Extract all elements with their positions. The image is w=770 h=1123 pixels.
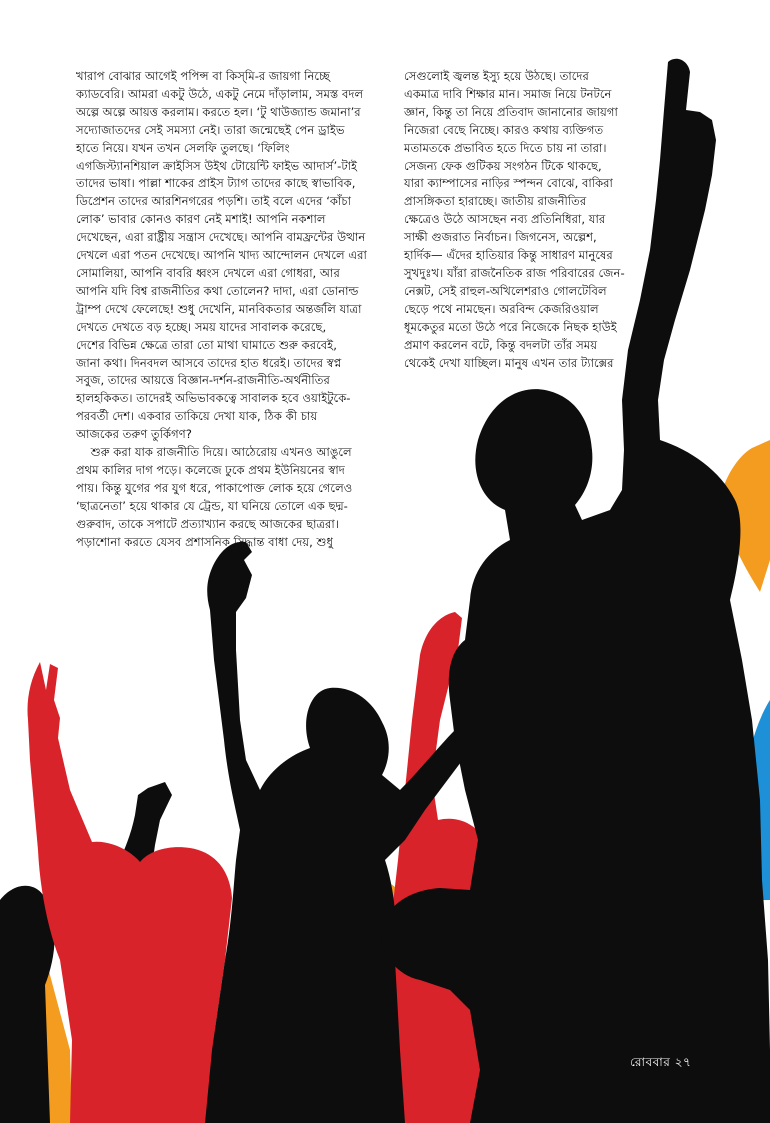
text-line: মতামতকে প্রভাবিত হতে দিতে চায় না তারা। xyxy=(404,140,607,155)
text-line: হাতে নিয়ে। যখন তখন সেলফি তুলছে। ‘ফিলিং xyxy=(76,140,290,155)
text-line: সুখদুঃখ। যাঁরা রাজনৈতিক রাজ পরিবারের জেন- xyxy=(404,265,625,280)
page-folio: রোববার ২৭ xyxy=(630,1055,692,1069)
text-line: যারা ক্যাম্পাসের নাড়ির স্পন্দন বোঝে, বাকিরা xyxy=(404,176,613,191)
text-line: লোক’ ভাবার কোনও কারণ নেই মশাই! আপনি নকশাল xyxy=(76,212,326,227)
text-line: হার্দিক— এঁদের হাতিয়ার কিন্তু সাধারণ মানুষের xyxy=(404,248,613,263)
text-line: প্রমাণ করলেন বটে, কিন্তু বদলটা তাঁর সময় xyxy=(404,337,598,352)
text-line: গুরুবাদ, তাকে সপাটে প্রত্যাখ্যান করছে আজকের ছাত্ররা। xyxy=(76,516,339,531)
text-line: প্রথম কালির দাগ পড়ে। কলেজে ঢুকে প্রথম ইউনিয়নের স্বাদ xyxy=(76,462,345,477)
text-line: জ্ঞান, কিন্তু তা নিয়ে প্রতিবাদ জানানোর জায়গা xyxy=(404,104,618,119)
text-line: জানা কথা। দিনবদল আসবে তাদের হাত ধরেই। তাদের স্বপ্ন xyxy=(76,355,342,370)
text-line: পড়াশোনা করতে যেসব প্রশাসনিক সিদ্ধান্ত বাধা দেয়, শুধু xyxy=(76,534,333,549)
text-line: ট্রাম্প দেখে ফেলেছে! শুধু দেখেনি, মানবিকতার অন্তর্জলি যাত্রা xyxy=(76,301,362,316)
text-line: সোমালিয়া, আপনি বাবরি ধ্বংস দেখলে এরা গোধরা, আর xyxy=(76,265,340,280)
text-line: পরবর্তী দেশ। একবার তাকিয়ে দেখা যাক, ঠিক কী চায় xyxy=(76,409,318,424)
text-line: ‘ছাত্রনেতা’ হয়ে থাকার যে ট্রেন্ড, যা ঘনিয়ে তোলে এক ছদ্ম- xyxy=(76,498,348,513)
text-line: দেখেছেন, এরা রাষ্ট্রীয় সন্ত্রাস দেখেছে। আপনি বামফ্রন্টের উত্থান xyxy=(76,230,366,245)
text-line: ধূমকেতুর মতো উঠে পরে নিজেকে নিছক হাউই xyxy=(404,319,617,334)
text-line: এগজিস্ট্যানশিয়াল ক্রাইসিস উইথ টোয়েন্টি ফাইভ আদার্স’-টাই xyxy=(76,158,358,173)
article-right-column xyxy=(404,68,650,372)
text-line: নিজেরা বেছে নিচ্ছে। কারও কথায় ব্যক্তিগত xyxy=(404,122,604,137)
text-line: খারাপ বোঝার আগেই পপিন্স বা কিস্‌মি-র জায়গা নিচ্ছে xyxy=(76,69,331,83)
text-line: শুরু করা যাক রাজনীতি দিয়ে। আঠেরোয় এখনও আঙুলে xyxy=(76,445,352,460)
text-line: সেগুলোই জ্বলন্ত ইস্যু হয়ে উঠছে। তাদের xyxy=(404,69,589,83)
text-line: ছেড়ে পথে নামছেন। অরবিন্দ কেজরিওয়াল xyxy=(404,301,599,316)
text-line: পায়। কিন্তু যুগের পর যুগ ধরে, পাকাপোক্ত লোক হয়ে গেলেও xyxy=(76,480,353,495)
text-line: হালহকিকত। তাদেরই অভিভাবকত্বে সাবালক হবে ওয়াইটুকে- xyxy=(76,391,351,406)
text-line: অল্পে অল্পে আয়ত্ত করলাম। করতে হল। ‘টু থাউজ্যান্ড জমানা’র xyxy=(76,104,361,119)
text-line: দেখলে এরা পতন দেখেছে। আপনি খাদ্য আন্দোলন দেখলে এরা xyxy=(76,248,367,263)
text-line: দেশের বিভিন্ন ক্ষেত্রে তারা তো মাথা ঘামাতে শুরু করবেই, xyxy=(76,337,337,352)
text-line: ক্ষেত্রেও উঠে আসছেন নব্য প্রতিনিধিরা, যার xyxy=(404,212,606,227)
text-line: সেজন্য ফেক গুটিকয় সংগঠন টিকে থাকছে, xyxy=(404,158,602,173)
text-line: সদ্যোজাতদের সেই সমস্যা নেই। তারা জন্মেছেই পেন ড্রাইভ xyxy=(76,122,345,137)
text-line: আজকের তরুণ তুর্কিগণ? xyxy=(76,427,192,442)
text-line: ডিপ্রেশন তাদের আরশিনগরের পড়শি। তাই বলে এদের ‘কাঁচা xyxy=(76,194,351,209)
article-left-column xyxy=(76,68,392,551)
text-line: ক্যাডবেরি। আমরা একটু উঠে, একটু নেমে দাঁড়ালাম, সমস্ত বদল xyxy=(76,86,364,101)
text-line: দেখতে দেখতে বড় হচ্ছে। সময় যাদের সাবালক করেছে, xyxy=(76,319,327,334)
text-line: তাদের ভাষা। পাল্লা শাকের প্রাইস ট্যাগ তাদের কাছে স্বাভাবিক, xyxy=(76,176,356,191)
text-line: একমাত্র দাবি শিক্ষার মান। সমাজ নিয়ে টনটনে xyxy=(404,86,612,101)
text-line: প্রাসঙ্গিকতা হারাচ্ছে। জাতীয় রাজনীতির xyxy=(404,194,587,209)
text-line: সবুজ, তাদের আয়ত্তে বিজ্ঞান-দর্শন-রাজনীতি-অর্থনীতির xyxy=(76,373,330,388)
text-line: থেকেই দেখা যাচ্ছিল। মানুষ এখন তার ট্যাক্সের xyxy=(404,355,614,370)
text-line: আপনি যদি বিশ্ব রাজনীতির কথা তোলেন? দাদা, এরা ডোনাল্ড xyxy=(76,283,359,298)
text-line: নেক্সট, সেই রাহুল-অখিলেশরাও গোলটেবিল xyxy=(404,283,607,298)
text-line: সাক্ষী গুজরাত নির্বাচন। জিগনেস, অল্পেশ, xyxy=(404,230,597,245)
